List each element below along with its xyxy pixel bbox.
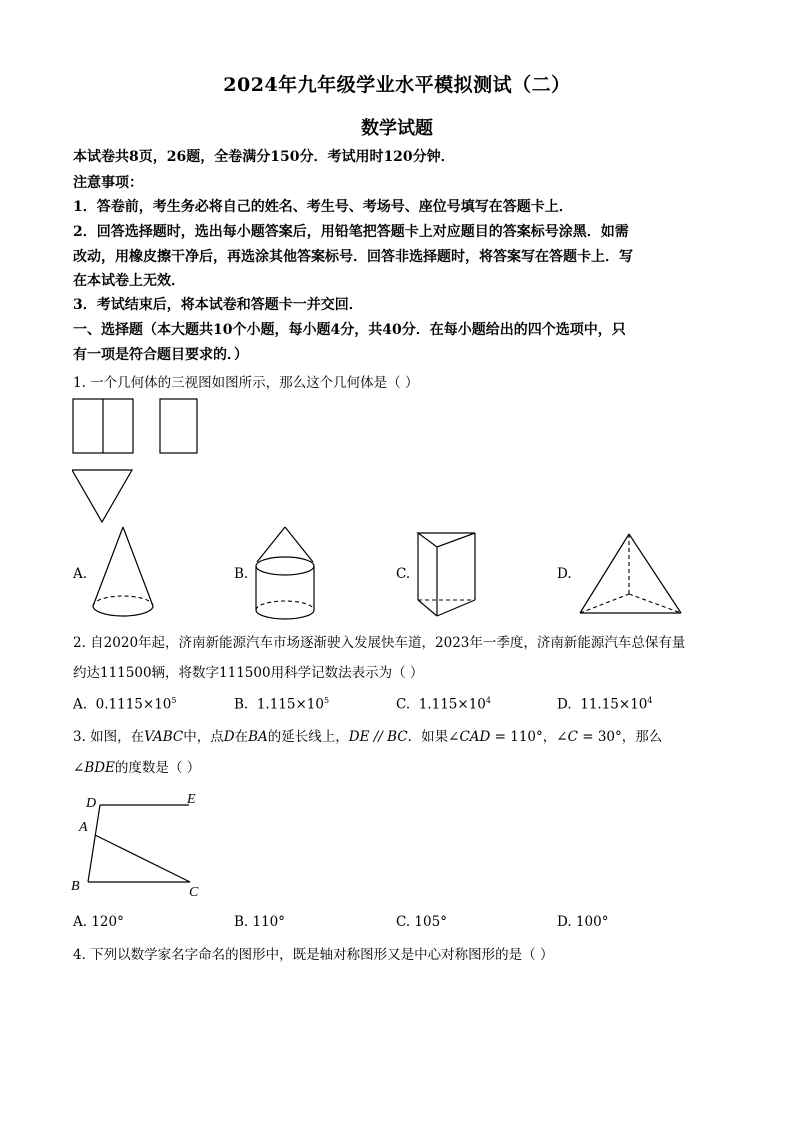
exam-title: 2024年九年级学业水平模拟测试（二）: [223, 74, 571, 96]
notice-item-2-line-1: 2．回答选择题时，选出每小题答案后，用铅笔把答题卡上对应题目的答案标号涂黑．如需: [73, 224, 629, 240]
label-e: E: [187, 792, 196, 807]
q2-option-a-exp: 5: [171, 696, 177, 705]
q1-option-c-prism: [415, 530, 483, 620]
q1-option-c-label[interactable]: C.: [396, 566, 411, 582]
q2-option-d-base: 11.15×10: [580, 696, 648, 713]
q1-option-d-label[interactable]: D.: [557, 566, 572, 582]
q2-option-d-label: D.: [557, 696, 572, 713]
label-a: A: [79, 820, 88, 835]
notice-heading: 注意事项：: [73, 175, 143, 191]
q4-stem: 4. 下列以数学家名字命名的图形中，既是轴对称图形又是中心对称图形的是（ ）: [73, 947, 554, 963]
q3-text: = 30°，那么: [577, 729, 663, 745]
q2-stem-line-2: 约达111500辆，将数字111500用科学记数法表示为（ ）: [73, 665, 424, 681]
q3-text: 的延长线上，: [267, 729, 349, 745]
q2-option-c[interactable]: [396, 696, 491, 713]
q3-angle-cad: CAD: [459, 729, 491, 745]
q2-option-b-label: B.: [234, 696, 249, 713]
q2-option-c-label: C.: [396, 696, 411, 713]
top-view: [72, 470, 132, 522]
q1-stem: 1. 一个几何体的三视图如图所示，那么这个几何体是（ ）: [73, 375, 419, 391]
q2-option-b-exp: 5: [323, 696, 330, 705]
q3-stem-line-1: [73, 726, 723, 748]
q2-option-c-exp: 4: [485, 696, 491, 705]
q1-option-b-cone-cylinder: [252, 526, 318, 622]
side-view: [160, 399, 197, 453]
q2-option-d-exp: 4: [647, 696, 653, 705]
q1-option-d-pyramid: [578, 532, 684, 616]
q3-text: 的度数是（ ）: [114, 760, 201, 776]
q2-option-c-base: 1.115×10: [418, 696, 486, 713]
q3-option-a[interactable]: A. 120°: [73, 914, 124, 930]
q3-text: ．如果∠: [407, 729, 460, 745]
q3-segment-ba: BA: [248, 729, 268, 745]
q3-stem-line-2: [73, 757, 723, 779]
q2-option-b[interactable]: [234, 696, 329, 713]
q3-text: = 110°，∠: [490, 729, 568, 745]
notice-item-2-line-3: 在本试卷上无效．: [73, 273, 185, 289]
q2-option-a-base: 0.1115×10: [95, 696, 172, 713]
exam-subtitle: 数学试题: [361, 118, 433, 139]
q3-triangle-figure: [68, 788, 208, 900]
notice-item-1: 1．答卷前，考生务必将自己的姓名、考生号、考场号、座位号填写在答题卡上．: [73, 199, 573, 215]
q3-option-c[interactable]: C. 105°: [396, 914, 447, 930]
q3-angle-bde: BDE: [84, 760, 115, 776]
q2-option-d[interactable]: [557, 696, 652, 713]
q3-text: ∠: [73, 760, 85, 776]
q1-option-a-cone: [90, 526, 156, 624]
q1-three-views: [72, 398, 207, 526]
label-c: C: [189, 885, 199, 900]
notice-item-3: 3．考试结束后，将本试卷和答题卡一并交回．: [73, 297, 363, 313]
q3-point-d: D: [223, 729, 235, 745]
q1-option-a-label[interactable]: A.: [73, 566, 88, 582]
intro-line: 本试卷共8页，26题，全卷满分150分．考试用时120分钟．: [73, 149, 455, 165]
q3-text: 3. 如图，在: [73, 729, 145, 745]
q3-text: 在: [234, 729, 249, 745]
q3-angle-c: C: [567, 729, 578, 745]
q3-option-b[interactable]: B. 110°: [234, 914, 286, 930]
q2-option-a-label: A.: [73, 696, 88, 713]
section-heading-line-2: 有一项是符合题目要求的．）: [73, 347, 248, 363]
q3-option-d[interactable]: D. 100°: [557, 914, 609, 930]
q2-stem-line-1: 2. 自2020年起，济南新能源汽车市场逐渐驶入发展快车道，2023年一季度，济南新能源汽车总保有量: [73, 635, 686, 651]
q2-option-a[interactable]: [73, 696, 176, 713]
q1-option-b-label[interactable]: B.: [234, 566, 249, 582]
q3-text: 中，点: [183, 729, 224, 745]
label-d: D: [86, 796, 97, 811]
q2-option-b-base: 1.115×10: [256, 696, 324, 713]
notice-item-2-line-2: 改动，用橡皮擦干净后，再选涂其他答案标号．回答非选择题时，将答案写在答题卡上．写: [73, 249, 633, 265]
q3-triangle: VABC: [144, 729, 184, 745]
label-b: B: [71, 879, 80, 894]
q3-parallel: DE // BC: [348, 729, 408, 745]
section-heading-line-1: 一、选择题（本大题共10个小题，每小题4分，共40分．在每小题给出的四个选项中，只: [73, 322, 626, 338]
